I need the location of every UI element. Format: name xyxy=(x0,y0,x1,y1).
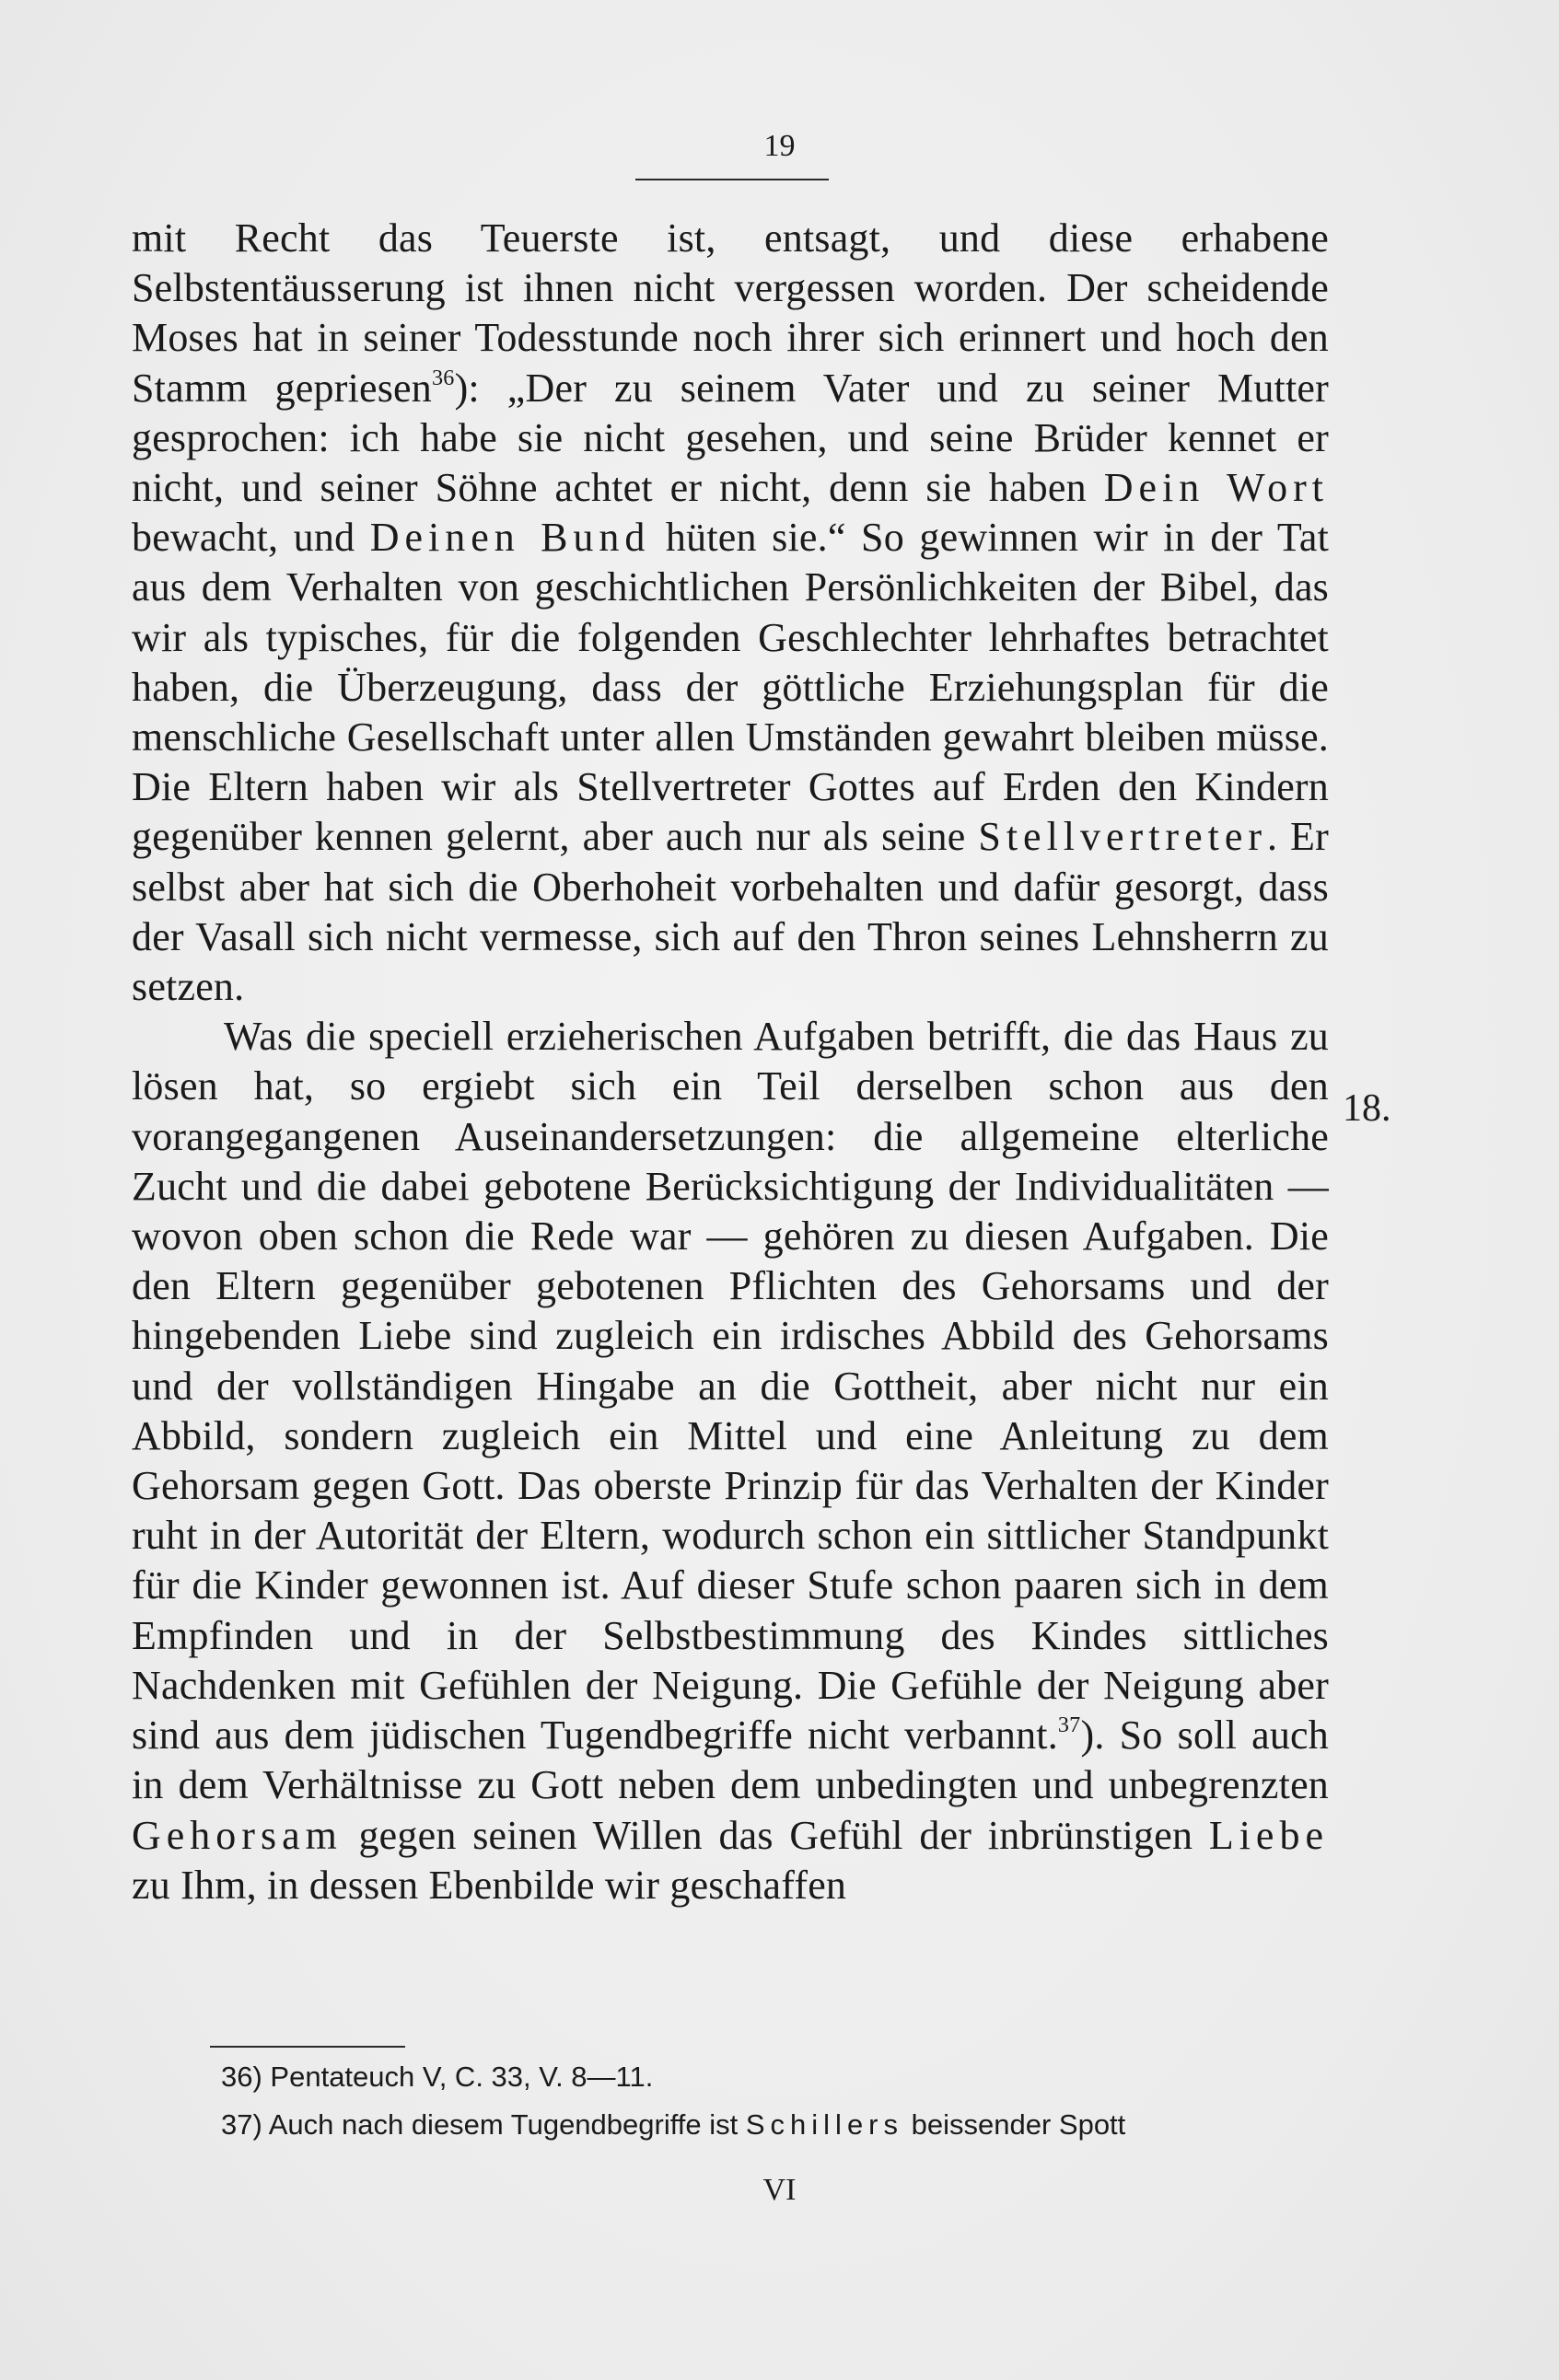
page-number: 19 xyxy=(763,129,796,163)
margin-note: 18. xyxy=(1343,1087,1391,1130)
header-rule xyxy=(635,179,829,180)
paragraph-1-text-c: bewacht, und xyxy=(132,515,370,561)
paragraph-1-text-a: mit Recht das Teuerste ist, entsagt, und diese erhabene Selbstentäusserung ist ihnen nicht vergessen worden. Der scheidende Moses hat in seiner Todesstunde noch ihrer sich erinnert und hoch den Stamm gepriesen xyxy=(132,215,1329,411)
paragraph-2-text-d: zu Ihm, in dessen Ebenbilde wir geschaffen xyxy=(132,1862,847,1908)
body-text xyxy=(132,214,1329,1910)
paragraph-2-text-b: ). So soll auch in dem Verhältnisse zu Gott neben dem unbedingten und unbegrenzten xyxy=(132,1712,1329,1808)
paragraph-2 xyxy=(132,1012,1329,1910)
paragraph-2-text-c: gegen seinen Willen das Gefühl der inbrünstigen xyxy=(342,1812,1209,1858)
emphasis-dein-wort: Dein Wort xyxy=(1103,465,1329,511)
footnote-rule xyxy=(210,2046,405,2048)
footnote-ref-36: 36 xyxy=(431,365,455,390)
footnote-ref-37: 37 xyxy=(1057,1712,1081,1737)
paragraph-1-text-d: hüten sie.“ So gewinnen wir in der Tat aus dem Verhalten von geschichtlichen Persönlichkeiten der Bibel, das wir als typisches, für die folgenden Geschlechter lehrhaftes betrachtet haben, die Überzeugung, dass der göttliche Erziehungsplan für die menschliche Gesellschaft unter allen Umständen gewahrt bleiben müsse. Die Eltern haben wir als Stellvertreter Gottes auf Erden den Kindern gegenüber kennen gelernt, aber auch nur als seine xyxy=(132,515,1329,860)
footnotes xyxy=(221,2053,1326,2149)
signature-mark: VI xyxy=(762,2173,797,2207)
paragraph-2-text-a: Was die speciell erzieherischen Aufgaben betrifft, die das Haus zu lösen hat, so ergiebt sich ein Teil derselben schon aus den vorangegangenen Auseinandersetzungen: die allgemeine elterliche Zucht und die dabei gebotene Berücksichtigung der Individualitäten — wovon oben schon die Rede war — gehören zu diesen Aufgaben. Die den Eltern gegenüber gebotenen Pflichten des Gehorsams und der hingebenden Liebe sind zugleich ein irdisches Abbild des Gehorsams und der vollständigen Hingabe an die Gottheit, aber nicht nur ein Abbild, sondern zugleich ein Mittel und eine Anleitung zu dem Gehorsam gegen Gott. Das oberste Prinzip für das Verhalten der Kinder ruht in der Autorität der Eltern, wodurch schon ein sittlicher Standpunkt für die Kinder gewonnen ist. Auf dieser Stufe schon paaren sich in dem Empfinden und in der Selbstbestimmung des Kindes sittliches Nachdenken mit Gefühlen der Neigung. Die Gefühle der Neigung aber sind aus dem jüdischen Tugendbegriffe nicht verbannt. xyxy=(132,1014,1329,1759)
emphasis-stellvertreter: Stellvertreter xyxy=(978,814,1268,860)
footnote-37-text-b: beissender Spott xyxy=(903,2108,1126,2141)
paragraph-1-text-b: ): „Der zu seinem Vater und zu seiner Mutter gesprochen: ich habe sie nicht gesehen, und seine Brüder kennet er nicht, und seiner Söhne achtet er nicht, denn sie haben xyxy=(132,365,1329,511)
paragraph-1 xyxy=(132,214,1329,1012)
emphasis-gehorsam: Gehorsam xyxy=(132,1812,343,1858)
emphasis-deinen-bund: Deinen Bund xyxy=(369,515,651,561)
footnote-37-text-a: 37) Auch nach diesem Tugendbegriffe ist xyxy=(221,2108,746,2141)
paragraph-1-text-e: . Er selbst aber hat sich die Oberhoheit vorbehalten und dafür gesorgt, dass der Vasall sich nicht vermesse, sich auf den Thron seines Lehnsherrn zu setzen. xyxy=(132,814,1329,1010)
footnote-37 xyxy=(221,2101,1326,2149)
emphasis-liebe: Liebe xyxy=(1208,1812,1329,1858)
footnote-36: 36) Pentateuch V, C. 33, V. 8—11. xyxy=(221,2061,654,2093)
footnote-37-emphasis: Schillers xyxy=(745,2108,904,2141)
